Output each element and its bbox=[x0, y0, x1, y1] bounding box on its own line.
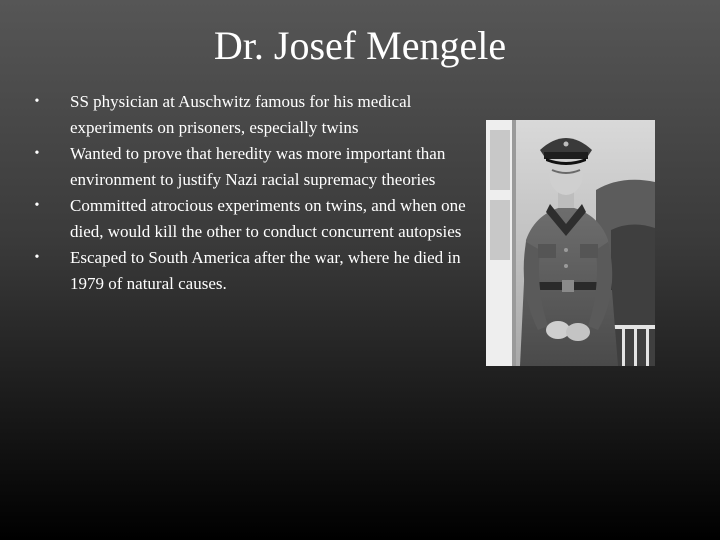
slide-title: Dr. Josef Mengele bbox=[213, 23, 507, 68]
bullet-text: SS physician at Auschwitz famous for his medical experiments on prisoners, especially twins bbox=[70, 92, 412, 137]
bullet-dot: • bbox=[34, 146, 40, 161]
bullet-text: Wanted to prove that heredity was more important than environment to justify Nazi racial supremacy theories bbox=[70, 144, 446, 189]
bullet-dot: • bbox=[34, 198, 40, 213]
bullet-text: Escaped to South America after the war, where he died in 1979 of natural causes. bbox=[70, 248, 461, 293]
bullet-dot: • bbox=[34, 94, 40, 109]
bullet-item bbox=[30, 193, 470, 244]
bullet-item bbox=[30, 89, 470, 140]
bullet-text: Committed atrocious experiments on twins, and when one died, would kill the other to conduct concurrent autopsies bbox=[70, 196, 466, 241]
bullet-item bbox=[30, 245, 470, 296]
bullet-dot: • bbox=[34, 250, 40, 265]
bullet-list bbox=[30, 89, 470, 297]
portrait-photo bbox=[486, 120, 655, 366]
bullet-item bbox=[30, 141, 470, 192]
